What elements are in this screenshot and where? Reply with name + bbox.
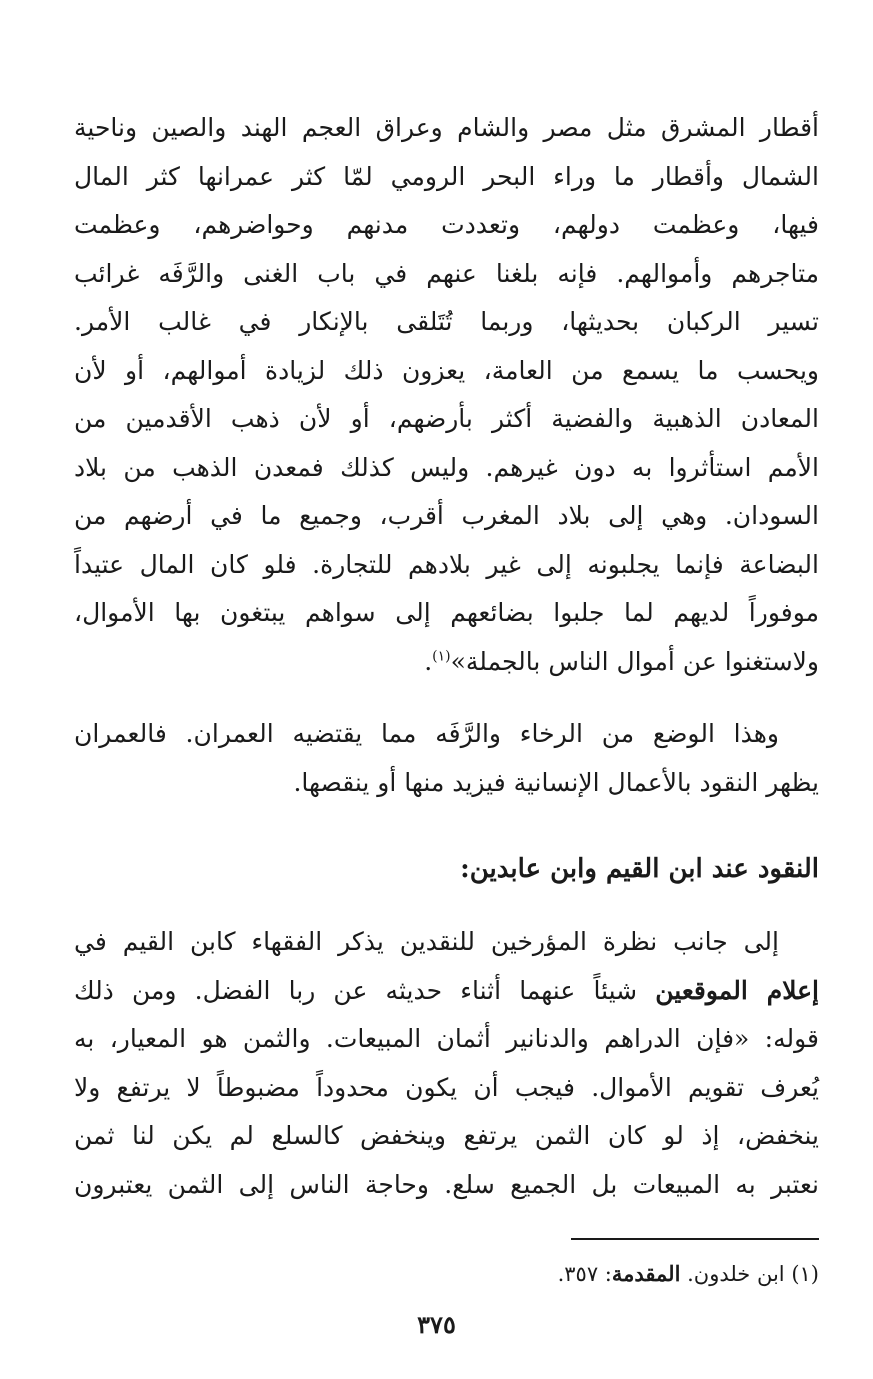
book-title: إعلام الموقعين (655, 975, 819, 1005)
footnote-author: ابن خلدون. (680, 1262, 792, 1286)
text-line: البضاعة فإنما يجلبونه إلى غير بلادهم للتجارة. فلو كان المال عتيداً (74, 549, 819, 579)
text-line: إلى جانب نظرة المؤرخين للنقدين يذكر الفقهاء كابن القيم في (74, 927, 779, 956)
text-line: يُعرف تقويم الأموال. فيجب أن يكون محدوداً مضبوطاً لا يرتفع ولا (74, 1072, 819, 1102)
footnote (74, 1252, 819, 1296)
text-line: ينخفض، إذ لو كان الثمن يرتفع وينخفض كالسلع لم يكن لنا ثمن (74, 1121, 819, 1150)
text-line: تسير الركبان بحديثها، وربما تُتَلقى بالإنكار في غالب الأمر. (74, 307, 819, 336)
footnote-number: (١) (791, 1262, 819, 1286)
text-line: الشمال وأقطار ما وراء البحر الرومي لمّا كثر عمرانها كثر المال (74, 161, 819, 191)
text-line (74, 967, 819, 1016)
section-heading: النقود عند ابن القيم وابن عابدين: (460, 854, 819, 884)
text-line: فيها، وعظمت دولهم، وتعددت مدنهم وحواضرهم، وعظمت (74, 210, 819, 239)
text-segment: ولاستغنوا عن أموال الناس بالجملة» (450, 646, 819, 676)
footnote-book-title: المقدمة (611, 1261, 681, 1286)
text-line: المعادن الذهبية والفضية أكثر بأرضهم، أو لأن ذهب الأقدمين من (74, 404, 819, 433)
text-line: قوله: «فإن الدراهم والدنانير أثمان المبيعات. والثمن هو المعيار، به (74, 1024, 819, 1053)
text-line: نعتبر به المبيعات بل الجميع سلع. وحاجة الناس إلى الثمن يعتبرون (74, 1169, 819, 1199)
footnote-page: : ٣٥٧. (557, 1262, 612, 1286)
paragraph-prosperity (74, 710, 819, 807)
text-line: الأمم استأثروا به دون غيرهم. وليس كذلك فمعدن الذهب من بلاد (74, 452, 819, 482)
text-line-last (74, 638, 819, 687)
text-segment: . (424, 646, 433, 676)
paragraph-ibn-qayyim (74, 918, 819, 1209)
text-line: أقطار المشرق مثل مصر والشام وعراق العجم الهند والصين وناحية (74, 113, 819, 142)
text-line: السودان. وهي إلى بلاد المغرب أقرب، وجميع ما في أرضهم من (74, 501, 819, 530)
text-line: وهذا الوضع من الرخاء والرَّفَه مما يقتضيه العمران. فالعمران (74, 719, 779, 748)
text-line: ويحسب ما يسمع من العامة، يعزون ذلك لزيادة أموالهم، أو لأن (74, 355, 819, 385)
text-line: موفوراً لديهم لما جلبوا بضائعهم إلى سواهم يبتغون بها الأموال، (74, 598, 819, 627)
text-line-last: يظهر النقود بالأعمال الإنسانية فيزيد منها أو ينقصها. (293, 767, 819, 797)
paragraph-quote-ibn-khaldun (74, 104, 819, 686)
text-segment: شيئاً عنهما أثناء حديثه عن ربا الفضل. ومن ذلك (74, 975, 656, 1005)
page-number: ٣٧٥ (417, 1310, 456, 1339)
text-line: متاجرهم وأموالهم. فإنه بلغنا عنهم في باب الغنى والرَّفَه غرائب (74, 258, 819, 288)
footnote-divider (571, 1238, 819, 1240)
footnote-reference-mark[interactable]: (١) (432, 648, 451, 665)
